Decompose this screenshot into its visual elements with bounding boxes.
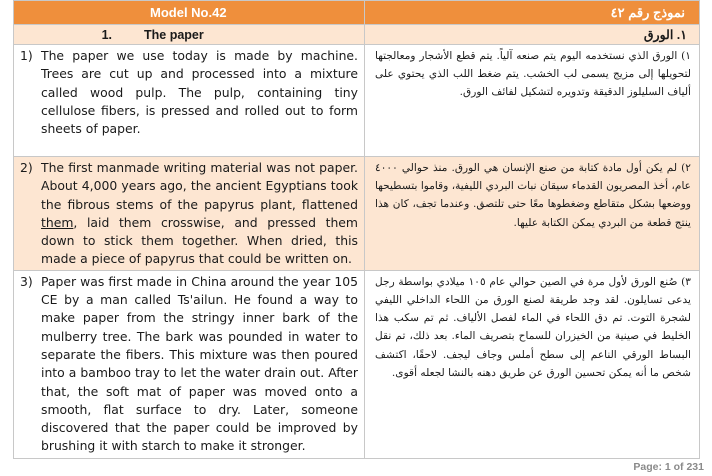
paragraph-en-text: The paper we use today is made by machine. Trees are cut up and processed into a mixture called wood pulp. The pulp, containing tiny cellulose fibers, is pressed and rolled out to form sheets of paper. [41, 48, 358, 137]
paragraph-number: 1) [20, 48, 33, 63]
paragraph-en-cell [14, 270, 365, 458]
paragraph-en-cell [14, 45, 365, 157]
section-number: 1. [101, 27, 112, 42]
paragraph-ar-cell [365, 157, 700, 271]
paragraph-en-text-part: , laid them crosswise, and pressed them down to stick them together. When dried, this made a piece of papyrus that could be written on. [41, 214, 358, 267]
model-title-en: Model No.42 [14, 1, 365, 25]
paragraph-en-text-part: The first manmade writing material was not paper. About 4,000 years ago, the ancient Egyptians took the fibrous stems of the papyrus plant, flattened [41, 160, 358, 212]
underlined-word: them [41, 214, 74, 230]
paragraph-row-3 [14, 270, 700, 458]
paragraph-en-cell [14, 157, 365, 271]
paragraph-ar-text: ٢) لم يكن أول مادة كتابة من صنع الإنسان هي الورق. منذ حوالي ٤٠٠٠ عام، أخذ المصريون القدماء سيقان نبات البردي الليفية، وقاموا بتسطيحها ووضعها بشكل متقاطع وضغطوها معًا حتى تلتصق. وعندما تجف، كان هذا ينتج قطعة من البردي يمكن الكتابة عليها. [375, 162, 691, 229]
section-title-ar: ١. الورق [365, 25, 700, 45]
paragraph-ar-cell [365, 45, 700, 157]
paragraph-row-2 [14, 157, 700, 271]
header-row [14, 1, 700, 25]
section-title-row [14, 25, 700, 45]
paragraph-number: 3) [20, 273, 33, 289]
paragraph-en-text: Paper was first made in China around the year 105 CE by a man called Ts'ailun. He found a way to make paper from the stringy inner bark of the mulberry tree. The bark was pounded in water to separate the fibers. This mixture was then poured into a bamboo tray to let the water drain out. After that, the soft mat of paper was moved onto a smooth, flat surface to dry. Later, someone discovered that the paper could be improved by brushing it with starch to make it stronger. [41, 273, 358, 454]
document-table [13, 0, 700, 459]
paragraph-en-text [41, 159, 358, 269]
paragraph-ar-cell [365, 270, 700, 458]
section-title-text: The paper [144, 27, 204, 42]
paragraph-ar-text: ١) الورق الذي نستخدمه اليوم يتم صنعه آلياً. يتم قطع الأشجار ومعالجتها لتحويلها إلى مزيج يسمى لب الخشب. يتم ضغط اللب الذي يحتوي على ألياف السليلوز الدقيقة وتدويره لتشكيل لفائف الورق. [375, 50, 691, 99]
page-number: Page: 1 of 231 [633, 461, 704, 473]
model-title-ar: نموذج رقم ٤٢ [365, 1, 700, 25]
paragraph-number: 2) [20, 160, 33, 175]
paragraph-row-1 [14, 45, 700, 157]
paragraph-ar-text: ٣) صُنع الورق لأول مرة في الصين حوالي عام ١٠٥ ميلادي بواسطة رجل يدعى تسايلون. لقد وجد طريقة لصنع الورق من اللحاء الداخلي الليفي لشجرة التوت. تم دق اللحاء في الماء لفصل الألياف. ثم تم سكب هذا الخليط في صينية من الخيزران للسماح بتصريف الماء. بعد ذلك، تم نقل البساط الورقي الناعم إلى سطح أملس وجاف ليجف. لاحقًا، اكتشف شخص ما أنه يمكن تحسين الورق عن طريق دهنه بالنشا لجعله أقوى. [375, 275, 691, 379]
section-title-en [14, 25, 365, 45]
